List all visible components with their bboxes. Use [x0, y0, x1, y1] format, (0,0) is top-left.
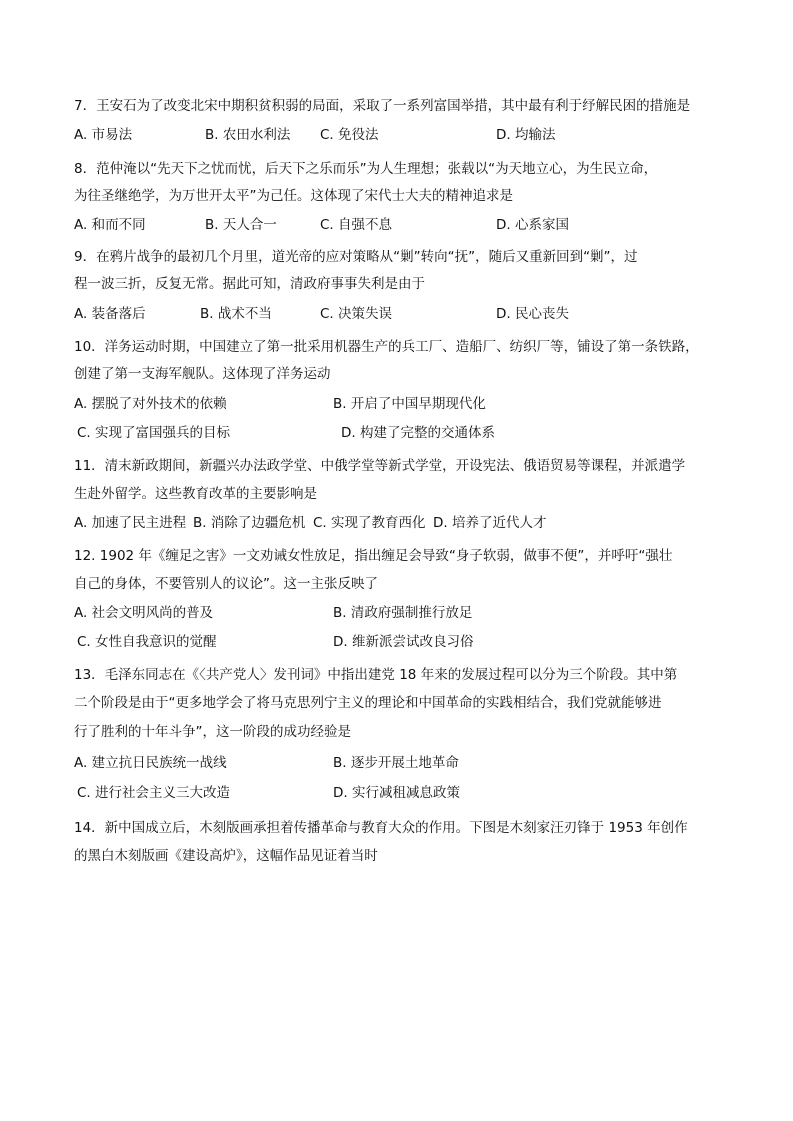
- question-stem-line: 二个阶段是由于“更多地学会了将马克思列宁主义的理论和中国革命的实践相结合，我们党就能够进: [74, 695, 662, 711]
- option-a: A. 社会文明风尚的普及: [74, 605, 214, 621]
- option-b: B. 开启了中国早期现代化: [333, 396, 486, 412]
- question-stem-line: 11．清末新政期间，新疆兴办法政学堂、中俄学堂等新式学堂，开设宪法、俄语贸易等课程，并派遣学: [74, 458, 686, 474]
- question-stem-line: 自己的身体，不要管别人的议论”。这一主张反映了: [74, 576, 378, 592]
- blank-area: [74, 880, 724, 1110]
- option-d: D. 培养了近代人才: [433, 515, 547, 531]
- option-b: B. 战术不当: [200, 306, 272, 322]
- option-b: B. 逐步开展土地革命: [333, 755, 459, 771]
- option-d: D. 构建了完整的交通体系: [341, 425, 495, 441]
- question-stem-line: 14．新中国成立后，木刻版画承担着传播革命与教育大众的作用。下图是木刻家汪刃锋于 1953 年创作: [74, 820, 688, 836]
- option-b: B. 农田水利法: [205, 127, 291, 143]
- option-a: A. 和而不同: [74, 217, 146, 233]
- question-stem-line: 9．在鸦片战争的最初几个月里，道光帝的应对策略从“剿”转向“抚”，随后又重新回到“剿”，过: [74, 249, 638, 265]
- question-stem-line: 8．范仲淹以“先天下之忧而忧，后天下之乐而乐”为人生理想；张载以“为天地立心，为生民立命，: [74, 161, 658, 177]
- question-stem-line: 7．王安石为了改变北宋中期积贫积弱的局面，采取了一系列富国举措，其中最有利于纾解民困的措施是: [74, 98, 691, 114]
- option-b: B. 消除了边疆危机: [193, 515, 306, 531]
- option-c: C. 女性自我意识的觉醒: [77, 634, 217, 650]
- option-b: B. 天人合一: [205, 217, 277, 233]
- option-a: A. 加速了民主进程: [74, 515, 187, 531]
- option-d: D. 维新派尝试改良习俗: [333, 634, 474, 650]
- question-stem-line: 程一波三折，反复无常。据此可知，清政府事事失利是由于: [74, 276, 425, 292]
- question-stem-line: 10．洋务运动时期，中国建立了第一批采用机器生产的兵工厂、造船厂、纺织厂等，铺设了第一条铁路，: [74, 339, 699, 355]
- question-stem-line: 行了胜利的十年斗争”，这一阶段的成功经验是: [74, 724, 351, 740]
- option-d: D. 心系家国: [496, 217, 569, 233]
- option-c: C. 实现了富国强兵的目标: [77, 425, 231, 441]
- question-stem-line: 13．毛泽东同志在《〈共产党人〉发刊词》中指出建党 18 年来的发展过程可以分为三个阶段。其中第: [74, 667, 678, 683]
- option-a: A. 装备落后: [74, 306, 146, 322]
- option-a: A. 建立抗日民族统一战线: [74, 755, 227, 771]
- option-d: D. 均输法: [496, 127, 556, 143]
- option-b: B. 清政府强制推行放足: [333, 605, 473, 621]
- option-c: C. 自强不息: [320, 217, 393, 233]
- option-d: D. 实行减租减息政策: [333, 785, 460, 801]
- option-c: C. 进行社会主义三大改造: [77, 785, 231, 801]
- option-c: C. 决策失误: [320, 306, 393, 322]
- question-stem-line: 为往圣继绝学，为万世开太平”为己任。这体现了宋代士大夫的精神追求是: [74, 188, 513, 204]
- option-c: C. 免役法: [320, 127, 379, 143]
- question-stem-line: 生赴外留学。这些教育改革的主要影响是: [74, 486, 317, 502]
- option-c: C. 实现了教育西化: [313, 515, 426, 531]
- option-a: A. 市易法: [74, 127, 133, 143]
- question-stem-line: 12. 1902 年《缠足之害》一文劝诫女性放足，指出缠足会导致“身子软弱，做事不便”，并呼吁“强壮: [74, 548, 673, 564]
- option-a: A. 摆脱了对外技术的依赖: [74, 396, 227, 412]
- option-d: D. 民心丧失: [496, 306, 569, 322]
- question-stem-line: 创建了第一支海军舰队。这体现了洋务运动: [74, 366, 331, 382]
- question-stem-line: 的黑白木刻版画《建设高炉》，这幅作品见证着当时: [74, 848, 378, 864]
